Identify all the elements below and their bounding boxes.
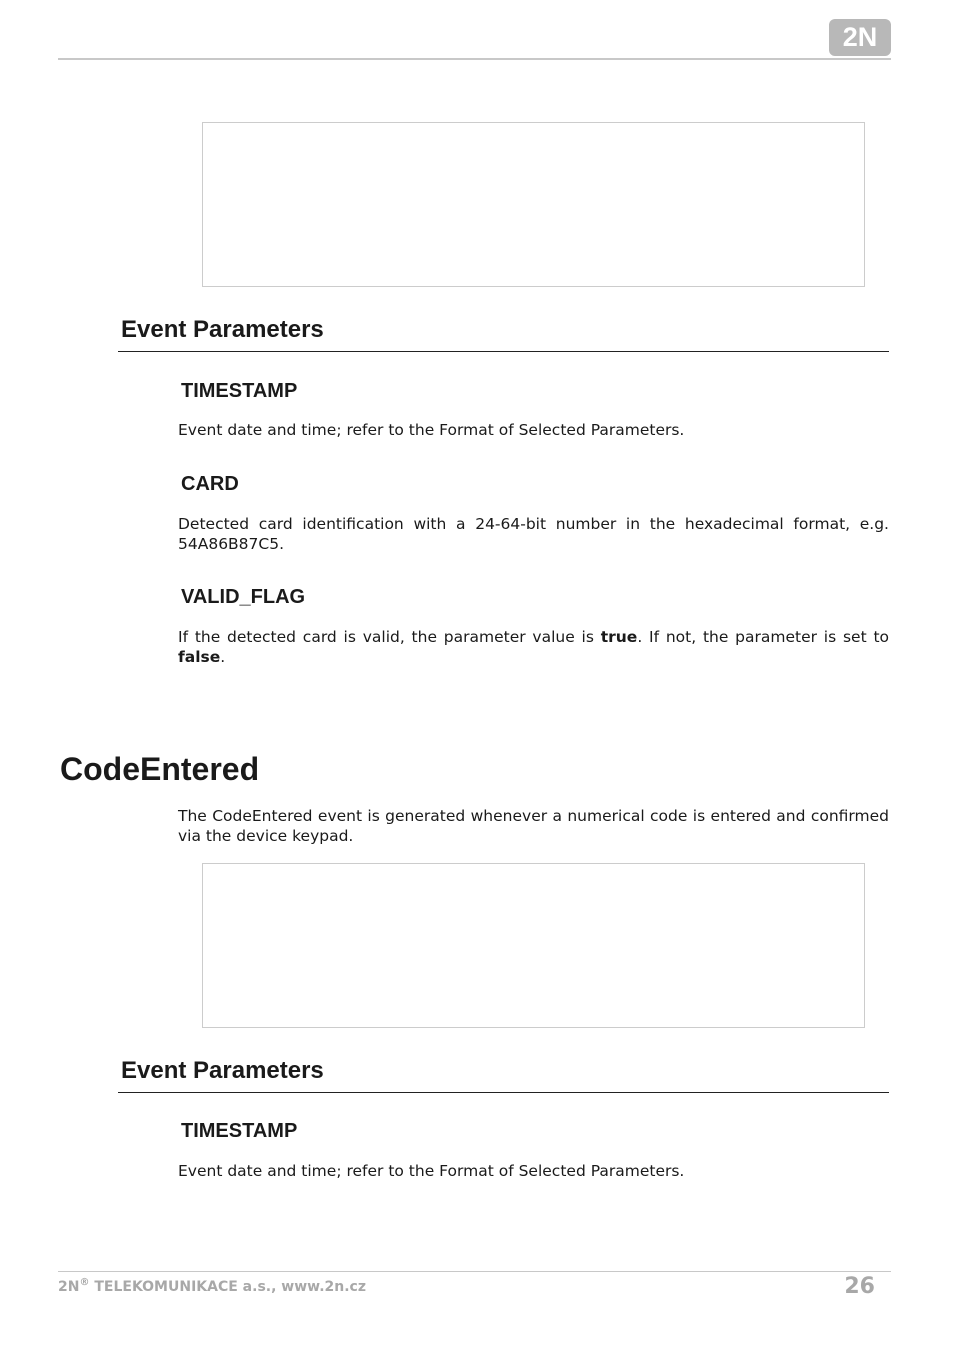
param-heading-timestamp: TIMESTAMP [181,1120,298,1142]
footer-company [58,1279,366,1295]
valid-flag-false-value: false [178,647,221,666]
logo-text: 2N [842,22,878,52]
code-entered-description: The CodeEntered event is generated whenever a numerical code is entered and confirmed via the device keypad. [178,807,889,845]
footer-company-text: TELEKOMUNIKACE a.s., www.2n.cz [89,1279,366,1295]
page-title-code-entered: CodeEntered [60,751,260,787]
valid-flag-true-value: true [600,628,638,646]
footer-brand: 2N [58,1279,80,1295]
param-description-card: Detected card identification with a 24-64-bit number in the hexadecimal format, e.g. 54A86B87C5. [178,515,889,553]
valid-flag-text-1: If the detected card is valid, the parameter value is [178,628,601,646]
param-description-timestamp: Event date and time; refer to the Format of Selected Parameters. [178,421,685,439]
section-heading-event-parameters: Event Parameters [121,1057,324,1084]
valid-flag-text-2: . If not, the parameter is set to [637,628,890,646]
registered-mark: ® [79,1277,90,1288]
param-description-valid-flag [178,628,889,667]
code-example-box [202,122,865,287]
section-divider [118,351,889,352]
param-description-timestamp: Event date and time; refer to the Format of Selected Parameters. [178,1162,685,1180]
header-divider [58,58,891,60]
param-heading-card: CARD [181,473,239,495]
valid-flag-text-3: . [220,647,226,666]
section-divider [118,1092,889,1093]
param-heading-timestamp: TIMESTAMP [181,380,298,402]
section-heading-event-parameters: Event Parameters [121,316,324,343]
brand-logo [829,19,891,56]
code-example-box [202,863,865,1028]
page-number: 26 [844,1274,875,1299]
param-heading-valid-flag: VALID_FLAG [181,586,306,608]
footer-divider [58,1271,891,1272]
